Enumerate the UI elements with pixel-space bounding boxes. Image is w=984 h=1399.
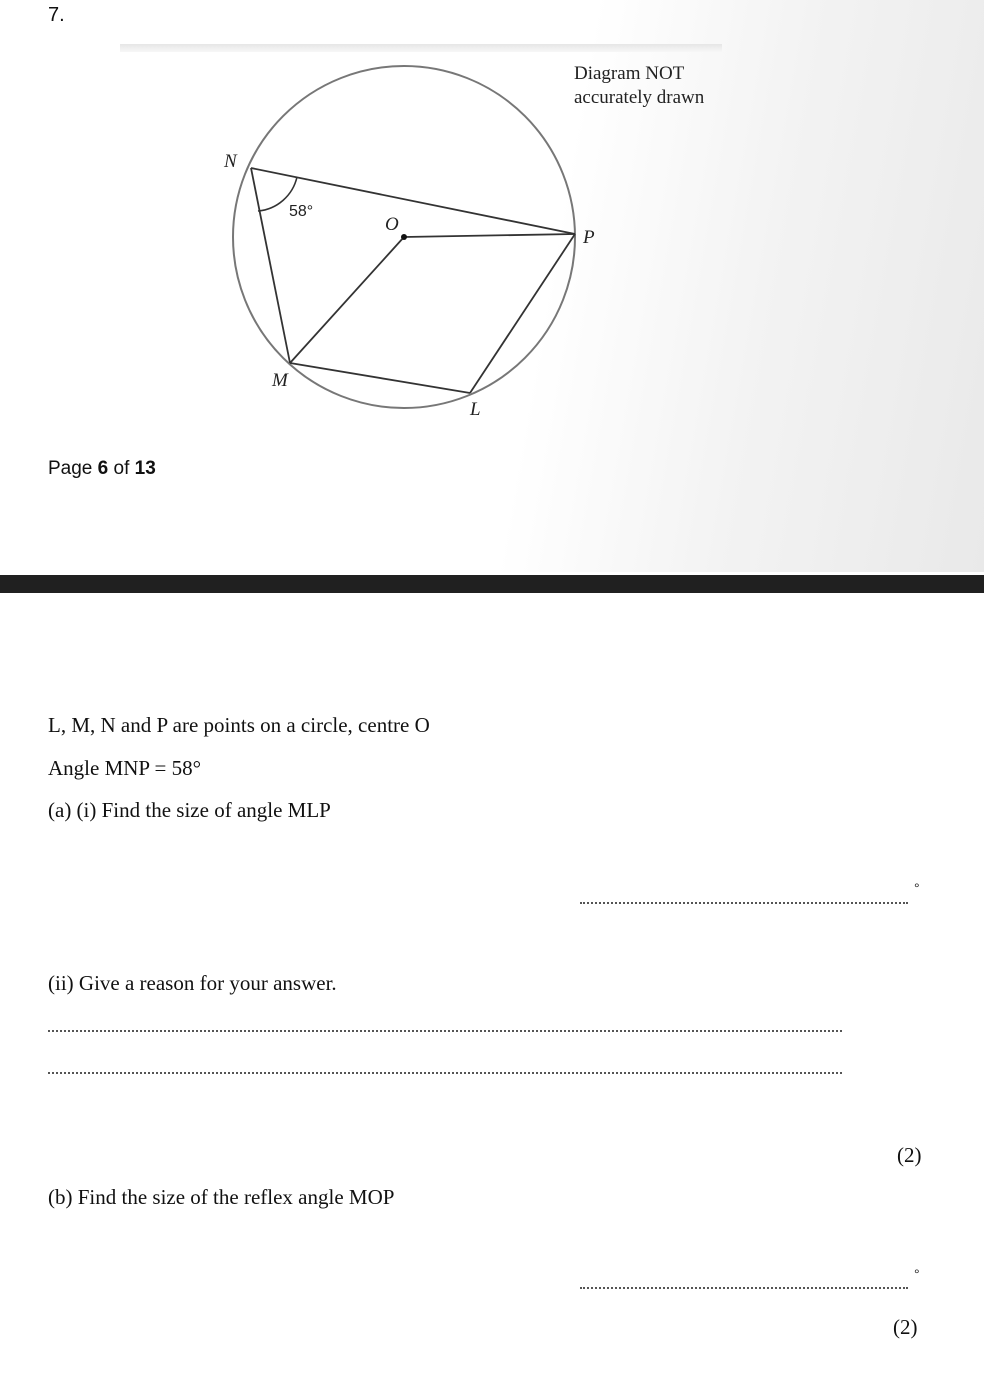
reason-line-2[interactable] (48, 1072, 842, 1074)
label-m: M (272, 370, 288, 391)
label-l: L (470, 399, 481, 420)
label-o: O (385, 214, 399, 235)
radius-om (290, 237, 404, 363)
answer-line-a-i[interactable] (580, 902, 908, 904)
chord-lp (470, 234, 575, 393)
chord-ml (290, 363, 470, 393)
page-divider (0, 575, 984, 593)
diagram-note-line-1: Diagram NOT (574, 63, 685, 84)
reason-line-1[interactable] (48, 1030, 842, 1032)
angle-label: 58° (289, 203, 314, 220)
page-total: 13 (134, 458, 156, 479)
degree-symbol-a: ° (914, 880, 920, 896)
part-a-ii-prompt: (ii) Give a reason for your answer. (48, 971, 337, 995)
answer-line-b[interactable] (580, 1287, 908, 1289)
part-b-prompt: (b) Find the size of the reflex angle MOP (48, 1185, 395, 1209)
radius-op (404, 234, 575, 237)
degree-symbol-b: ° (914, 1266, 920, 1282)
given-angle: Angle MNP = 58° (48, 756, 202, 780)
centre-point (401, 234, 407, 240)
page-number (48, 458, 156, 480)
label-n: N (224, 151, 237, 172)
page-prefix: Page (48, 458, 98, 479)
page-of: of (108, 458, 135, 479)
marks-part-b: (2) (893, 1315, 918, 1339)
circle-diagram (0, 0, 984, 572)
chord-np (251, 168, 575, 234)
diagram-note (574, 62, 704, 110)
question-number: 7. (48, 4, 65, 26)
chord-nm (251, 168, 290, 363)
part-a-i-prompt: (a) (i) Find the size of angle MLP (48, 798, 331, 822)
label-p: P (583, 227, 595, 248)
diagram-note-line-2: accurately drawn (574, 87, 705, 108)
marks-part-a: (2) (897, 1143, 922, 1167)
question-statement: L, M, N and P are points on a circle, centre O (48, 713, 430, 737)
page-current: 6 (97, 458, 109, 479)
